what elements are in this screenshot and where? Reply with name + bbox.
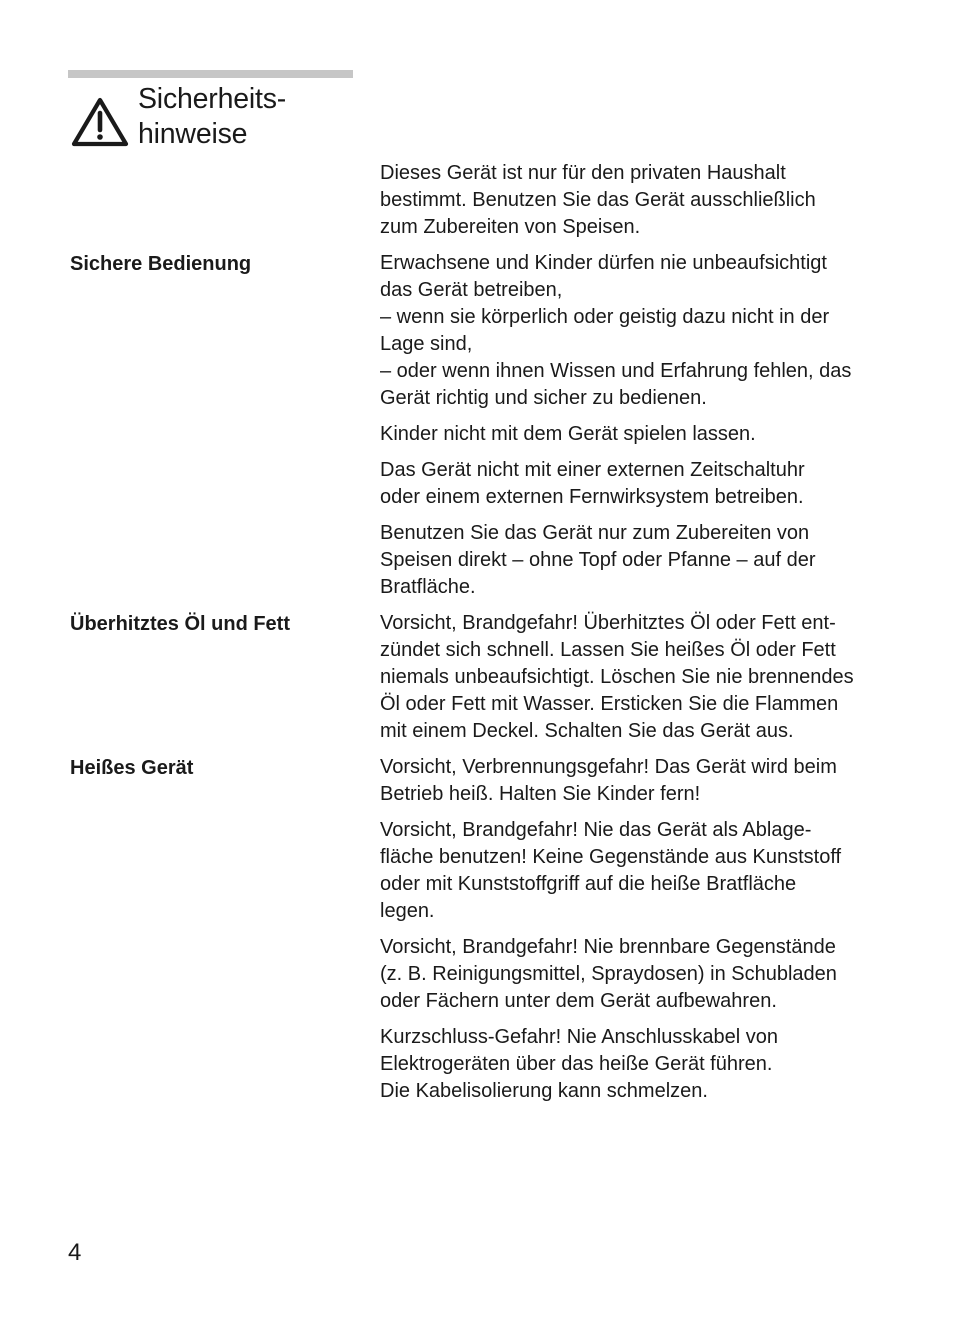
- section-sichere-bedienung: [0, 250, 954, 601]
- section-paragraph: Vorsicht, Brandgefahr! Nie das Gerät als Ablage- fläche benutzen! Keine Gegenstände aus Kunststoff oder mit Kunststoffgriff auf die heiße Bratfläche legen.: [380, 819, 842, 922]
- section-paragraph: Vorsicht, Verbrennungsgefahr! Das Gerät wird beim Betrieb heiß. Halten Sie Kinder fern!: [380, 756, 837, 805]
- section-paragraph: Kinder nicht mit dem Gerät spielen lassen.: [380, 423, 756, 445]
- section-paragraph: Kurzschluss-Gefahr! Nie Anschlusskabel von Elektrogeräten über das heiße Gerät führen. Die Kabelisolierung kann schmelzen.: [380, 1026, 778, 1102]
- content: [0, 160, 954, 1114]
- intro-section: [0, 160, 954, 241]
- section-label: Sichere Bedienung: [70, 253, 252, 275]
- page-title: [138, 82, 358, 152]
- section-paragraph: Das Gerät nicht mit einer externen Zeitschaltuhr oder einem externen Fernwirksystem betreiben.: [380, 459, 805, 508]
- section-label: Heißes Gerät: [70, 757, 194, 779]
- section-ueberhitztes-oel: [0, 610, 954, 745]
- section-paragraph: Erwachsene und Kinder dürfen nie unbeaufsichtigt das Gerät betreiben, – wenn sie körperlich oder geistig dazu nicht in der Lage sind, – oder wenn ihnen Wissen und Erfahrung fehlen, das Gerät richtig und sicher zu bedienen.: [380, 252, 852, 409]
- page-title-line1: Sicherheits-: [138, 83, 287, 115]
- header-rule: [68, 70, 353, 78]
- page-title-line2: hinweise: [138, 118, 248, 150]
- section-paragraph: Vorsicht, Brandgefahr! Überhitztes Öl oder Fett ent- zündet sich schnell. Lassen Sie heißes Öl oder Fett niemals unbeaufsichtigt. Löschen Sie nie brennendes Öl oder Fett mit Wasser. Ersticken Sie die Flammen mit einem Deckel. Schalten Sie das Gerät aus.: [380, 612, 854, 742]
- warning-triangle-icon: [70, 96, 130, 148]
- section-label: Überhitztes Öl und Fett: [70, 613, 290, 635]
- section-paragraph: Benutzen Sie das Gerät nur zum Zubereiten von Speisen direkt – ohne Topf oder Pfanne – auf der Bratfläche.: [380, 522, 816, 598]
- section-heisses-geraet: [0, 754, 954, 1105]
- page-number: 4: [68, 1239, 82, 1266]
- intro-paragraph: Dieses Gerät ist nur für den privaten Haushalt bestimmt. Benutzen Sie das Gerät ausschließlich zum Zubereiten von Speisen.: [380, 162, 816, 238]
- section-paragraph: Vorsicht, Brandgefahr! Nie brennbare Gegenstände (z. B. Reinigungsmittel, Spraydosen) in Schubladen oder Fächern unter dem Gerät aufbewahren.: [380, 936, 837, 1012]
